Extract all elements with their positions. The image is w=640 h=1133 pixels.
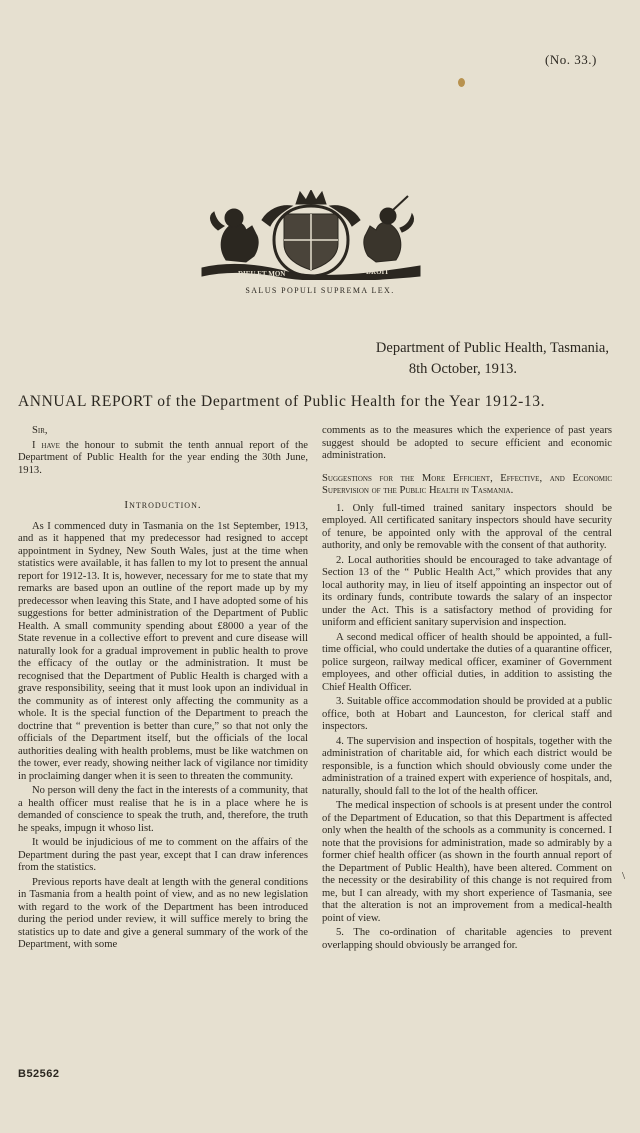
department-line: Department of Public Health, Tasmania, bbox=[375, 340, 609, 356]
body-paragraph: Previous reports have dealt at length with the general conditions in Tasmania from a health point of view, and as no new legislation with regard to the work of the Department has been introduced during the period under review, it will suffice merely to bring the statistics up to date and give a general summary of the work of the Department, with some bbox=[18, 876, 308, 950]
right-column bbox=[322, 425, 612, 954]
left-column bbox=[18, 425, 308, 954]
suggestion-paragraph: 4. The supervision and inspection of hospitals, together with the administration of charitable aid, for which each district would be responsible, is a function which should obviously come under the administration of a trained expert with experience of hospitals, and, naturally, should fall to the lot of the health officer. bbox=[322, 735, 612, 797]
suggestion-paragraph: A second medical officer of health should be appointed, a full-time official, who could undertake the duties of a quarantine officer, police surgeon, railway medical officer, examiner of Government employees, and other official duties, in addition to assisting the Chief Health Officer. bbox=[322, 631, 612, 693]
report-title: ANNUAL REPORT of the Department of Public Health for the Year 1912-13. bbox=[18, 393, 546, 410]
opening-text: the honour to submit the tenth annual report of the Department of Public Health for the year ending the 30th June, 1913. bbox=[18, 439, 308, 476]
body-paragraph: It would be injudicious of me to comment on the affairs of the Department during the past year, except that I can draw inferences from the statistics. bbox=[18, 837, 308, 873]
svg-text:DIEU ET MON: DIEU ET MON bbox=[238, 270, 286, 278]
suggestion-paragraph: 5. The co-ordination of charitable agencies to prevent overlapping should obviously be arranged for. bbox=[322, 927, 612, 951]
body-paragraph: No person will deny the fact in the interests of a community, that a health officer must realise that he is in a place where he is demanded of conscience to speak the truth, and, therefore, the truth he speaks, impugn it whoso list. bbox=[18, 785, 308, 834]
margin-mark: \ bbox=[622, 870, 626, 882]
svg-text:DROIT: DROIT bbox=[366, 268, 389, 276]
letter-date: 8th October, 1913. bbox=[408, 361, 517, 377]
suggestion-paragraph: The medical inspection of schools is at present under the control of the Department of Education, so that this Department is affected only when the health of the schools as a community is concerned. I note that the provisions for administration, made so admirably by a former chief health officer (as shown in the fourth annual report of the Department of Public Health), have been altered. Comment on the necessity or the desirability of this change is not required from me, but I can already, with my short experience of Tasmania, see that the alteration is not an improvement from a medical-health point of view. bbox=[322, 800, 612, 924]
suggestion-paragraph: 2. Local authorities should be encouraged to take advantage of Section 13 of the “ Public Health Act,” which provides that any local authority may, in lieu of itself appointing an inspector out of its ordinary funds, contribute towards the salary of an inspector under the Act. This is a satisfactory method of providing for uniform and efficient sanitary supervision and inspection. bbox=[322, 554, 612, 628]
opening-paragraph bbox=[18, 440, 308, 478]
crest-motto: SALUS POPULI SUPREMA LEX. bbox=[245, 286, 395, 295]
opening-lead: I have bbox=[32, 439, 60, 451]
introduction-heading: Introduction. bbox=[124, 499, 202, 511]
document-number: (No. 33.) bbox=[545, 52, 597, 67]
salutation: Sir, bbox=[32, 425, 48, 436]
body-paragraph: As I commenced duty in Tasmania on the 1st September, 1913, and as it happened that my predecessor had resigned to accept appointment in Sydney, New South Wales, just at the time when statistics were available, it has fallen to my lot to present the annual report for 1912-13. It is, however, necessary for me to state that my remarks are based upon an outline of the report made up by my predecessor when leaving this State, and I have adopted some of his suggestions for better administration of the Department of Public Health. A small community spending about £8000 a year of the State revenue in a collective effort to prevent and cure disease will naturally look for a gradual improvement in public health to prove the efficacy of the outlay or the administration. It must be recognised that the Department of Public Health is charged with a grave responsibility, seeing that it must look upon an individual in the community as of interest only affecting the community as a whole. It is the special function of the Department to preach the doctrine that “ prevention is better than cure,” so that not only the officials of the Department itself, but the officials of the local authorities dealing with health problems, must be like watchmen on the tower, ever ready, showing neither lack of vigilance nor timidity in proclaiming danger when it is seen to threaten the community. bbox=[18, 520, 308, 782]
suggestion-paragraph: 3. Suitable office accommodation should be provided at a public office, both at Hobart and Launceston, for clerical staff and inspectors. bbox=[322, 696, 612, 732]
royal-coat-of-arms-icon bbox=[198, 190, 424, 280]
suggestion-paragraph: 1. Only full-timed trained sanitary inspectors should be employed. All certificated sanitary inspectors should have security of tenure, be appointed only with the approval of the central authority, and only be removable with the consent of that authority. bbox=[322, 502, 612, 551]
suggestions-heading: Suggestions for the More Efficient, Effective, and Economic Supervision of the Public Health in Tasmania. bbox=[322, 472, 612, 496]
continuation-paragraph: comments as to the measures which the experience of past years suggest should be adopted to secure efficient and economic administration. bbox=[322, 425, 612, 461]
printer-signature-mark: B52562 bbox=[18, 1068, 60, 1080]
paper-blemish bbox=[458, 78, 465, 87]
